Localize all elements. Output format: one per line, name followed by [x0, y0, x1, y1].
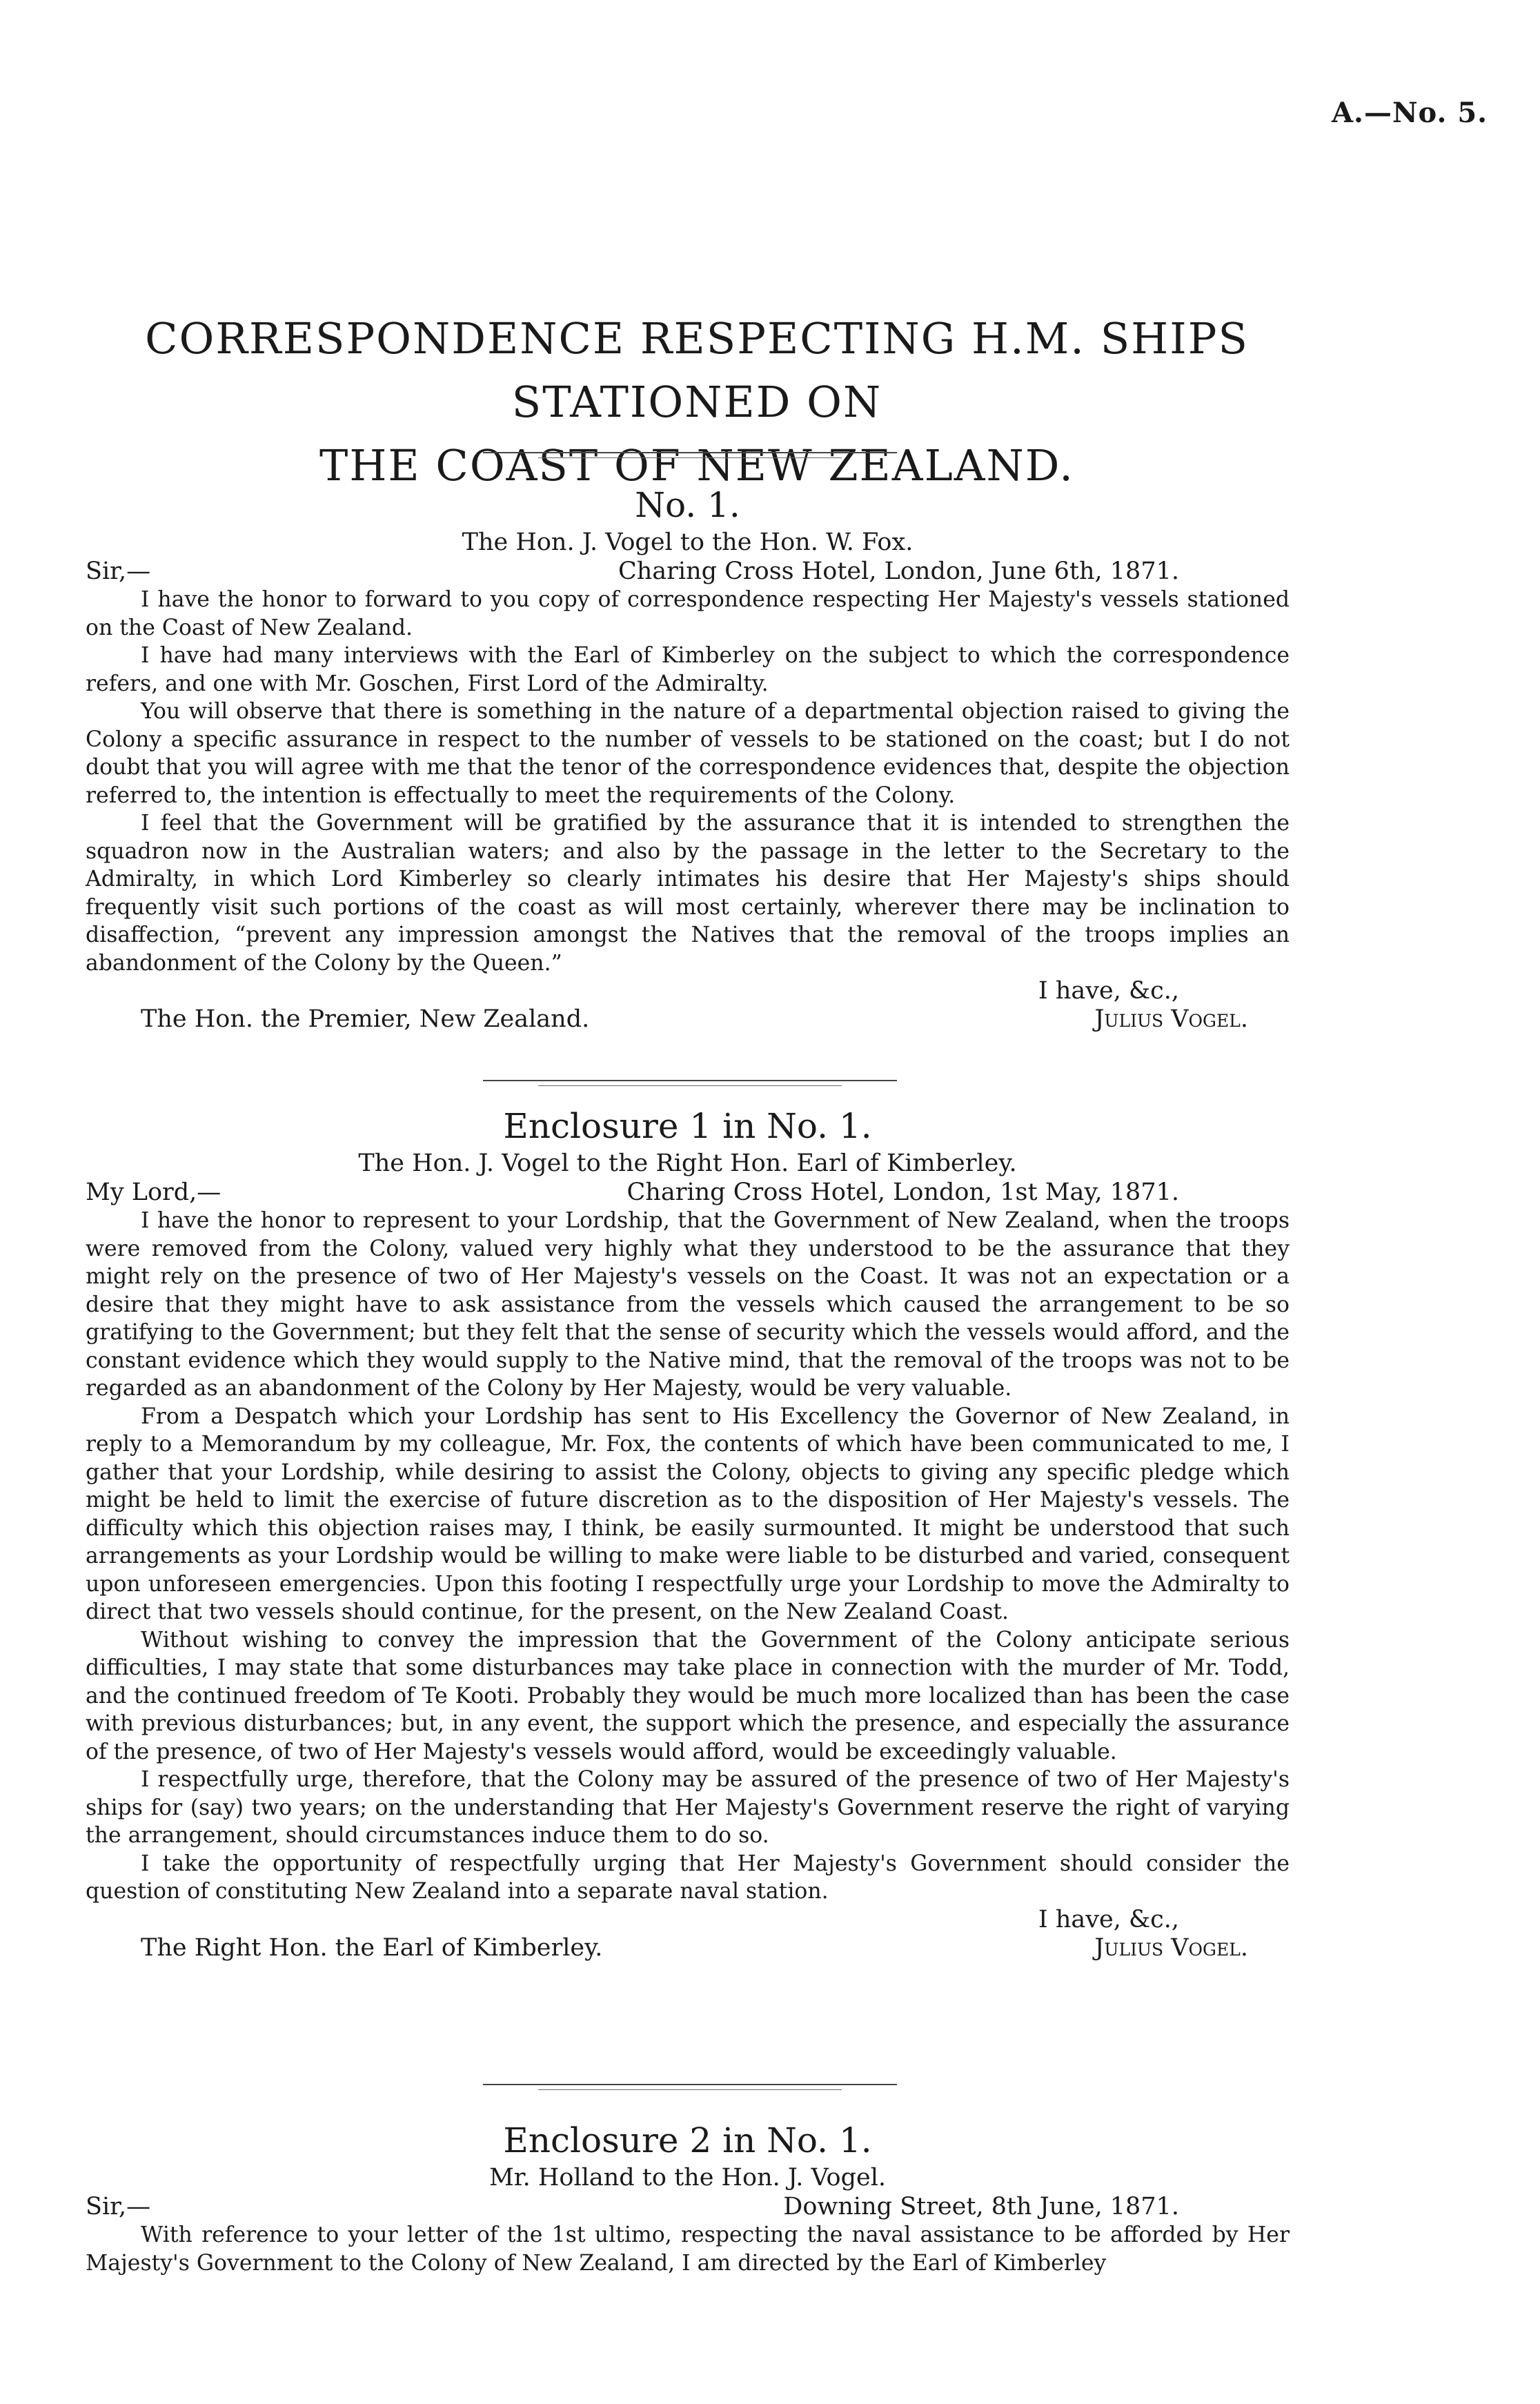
enclosure-heading: Enclosure 2 in No. 1.: [503, 2120, 872, 2160]
place-date: Charing Cross Hotel, London, June 6th, 1871.: [618, 558, 1179, 585]
enclosure-from-to: The Hon. J. Vogel to the Right Hon. Earl of Kimberley.: [358, 1150, 1017, 1177]
place-date: Downing Street, 8th June, 1871.: [783, 2193, 1179, 2220]
paragraph: I have had many interviews with the Earl of Kimberley on the subject to which the correspondence refers, and one with Mr. Goschen, First Lord of the Admiralty.: [86, 643, 1290, 696]
signature: Julius Vogel.: [1094, 1933, 1248, 1962]
salutation: Sir,—: [86, 2193, 151, 2220]
salutation: Sir,—: [86, 558, 151, 585]
page-title: [83, 307, 1311, 497]
paragraph: I feel that the Government will be gratified by the assurance that it is intended to strengthen the squadron now in the Australian waters; and also by the passage in the letter to the Secretary to the Admiralty, in which Lord Kimberley so clearly intimates his desire that Her Majesty's ships should frequently visit such portions of the coast as will most certainly, wherever there may be inclination to disaffection, “prevent any impression amongst the Natives that the removal of the troops implies an abandonment of the Colony by the Queen.”: [86, 811, 1290, 976]
salutation-row: [86, 2193, 1290, 2221]
signature-row: [86, 1934, 1290, 1962]
section-divider: [483, 1080, 897, 1081]
enclosure-1: [86, 1104, 1290, 1962]
place-date: Charing Cross Hotel, London, 1st May, 1871.: [626, 1179, 1179, 1206]
paragraph: Without wishing to convey the impression that the Government of the Colony anticipate serious difficulties, I may state that some disturbances may take place in connection with the murder of Mr. Todd, and the continued freedom of Te Kooti. Probably they would be much more localized than has been the case with previous disturbances; but, in any event, the support which the presence, and especially the assurance of the presence, of two of Her Majesty's vessels would afford, would be exceedingly valuable.: [86, 1627, 1290, 1764]
salutation-row: [86, 558, 1290, 586]
salutation: My Lord,—: [86, 1179, 221, 1206]
closing-row: [86, 977, 1290, 1005]
closing-row: [86, 1906, 1290, 1934]
enclosure-from-to: Mr. Holland to the Hon. J. Vogel.: [488, 2164, 887, 2191]
enclosure-2: [86, 2118, 1290, 2277]
title-line-1: CORRESPONDENCE RESPECTING H.M. SHIPS STATIONED ON: [145, 313, 1249, 427]
addressee: The Hon. the Premier, New Zealand.: [141, 1005, 590, 1033]
closing: I have, &c.,: [1038, 977, 1179, 1005]
document-reference: A.—No. 5.: [1332, 97, 1488, 129]
title-divider: [483, 452, 897, 453]
closing: I have, &c.,: [1038, 1905, 1179, 1933]
paragraph: From a Despatch which your Lordship has sent to His Excellency the Governor of New Zealand, in reply to a Memorandum by my colleague, Mr. Fox, the contents of which have been communicated to me, I gather that your Lordship, while desiring to assist the Colony, objects to giving any specific pledge which might be held to limit the exercise of future discretion as to the disposition of Her Majesty's vessels. The difficulty which this objection raises may, I think, be easily surmounted. It might be understood that such arrangements as your Lordship would be willing to make were liable to be disturbed and varied, consequent upon unforeseen emergencies. Upon this footing I respectfully urge your Lordship to move the Admiralty to direct that two vessels should continue, for the present, on the New Zealand Coast.: [86, 1403, 1290, 1624]
salutation-row: [86, 1179, 1290, 1207]
enclosure-heading: Enclosure 1 in No. 1.: [503, 1106, 872, 1146]
addressee: The Right Hon. the Earl of Kimberley.: [141, 1933, 603, 1962]
paragraph: I have the honor to forward to you copy of correspondence respecting Her Majesty's vessels stationed on the Coast of New Zealand.: [86, 587, 1290, 640]
paragraph: With reference to your letter of the 1st ultimo, respecting the naval assistance to be afforded by Her Majesty's Government to the Colony of New Zealand, I am directed by the Earl of Kimberley: [86, 2223, 1290, 2276]
paragraph: You will observe that there is something in the nature of a departmental objection raised to giving the Colony a specific assurance in respect to the number of vessels to be stationed on the coast; but I do not doubt that you will agree with me that the tenor of the correspondence evidences that, despite the objection referred to, the intention is effectually to meet the requirements of the Colony.: [86, 699, 1290, 808]
paragraph: I respectfully urge, therefore, that the Colony may be assured of the presence of two of Her Majesty's ships for (say) two years; on the understanding that Her Majesty's Government reserve the right of varying the arrangement, should circumstances induce them to do so.: [86, 1767, 1290, 1848]
signature: Julius Vogel.: [1094, 1005, 1248, 1033]
section-divider: [483, 2084, 897, 2085]
letter-from-to: The Hon. J. Vogel to the Hon. W. Fox.: [462, 529, 914, 556]
letter-number: No. 1.: [635, 485, 740, 525]
signature-row: [86, 1005, 1290, 1034]
title-line-2: THE COAST OF NEW ZEALAND.: [319, 440, 1074, 491]
paragraph: I take the opportunity of respectfully urging that Her Majesty's Government should consider the question of constituting New Zealand into a separate naval station.: [86, 1851, 1290, 1904]
paragraph: I have the honor to represent to your Lordship, that the Government of New Zealand, when the troops were removed from the Colony, valued very highly what they understood to be the assurance that they might rely on the presence of two of Her Majesty's vessels on the Coast. It was not an expectation or a desire that they might have to ask assistance from the vessels which caused the arrangement to be so gratifying to the Government; but they felt that the sense of security which the vessels would afford, and the constant evidence which they would supply to the Native mind, that the removal of the troops was not to be regarded as an abandonment of the Colony by Her Majesty, would be very valuable.: [86, 1208, 1290, 1401]
letter-no-1: [86, 483, 1290, 1034]
